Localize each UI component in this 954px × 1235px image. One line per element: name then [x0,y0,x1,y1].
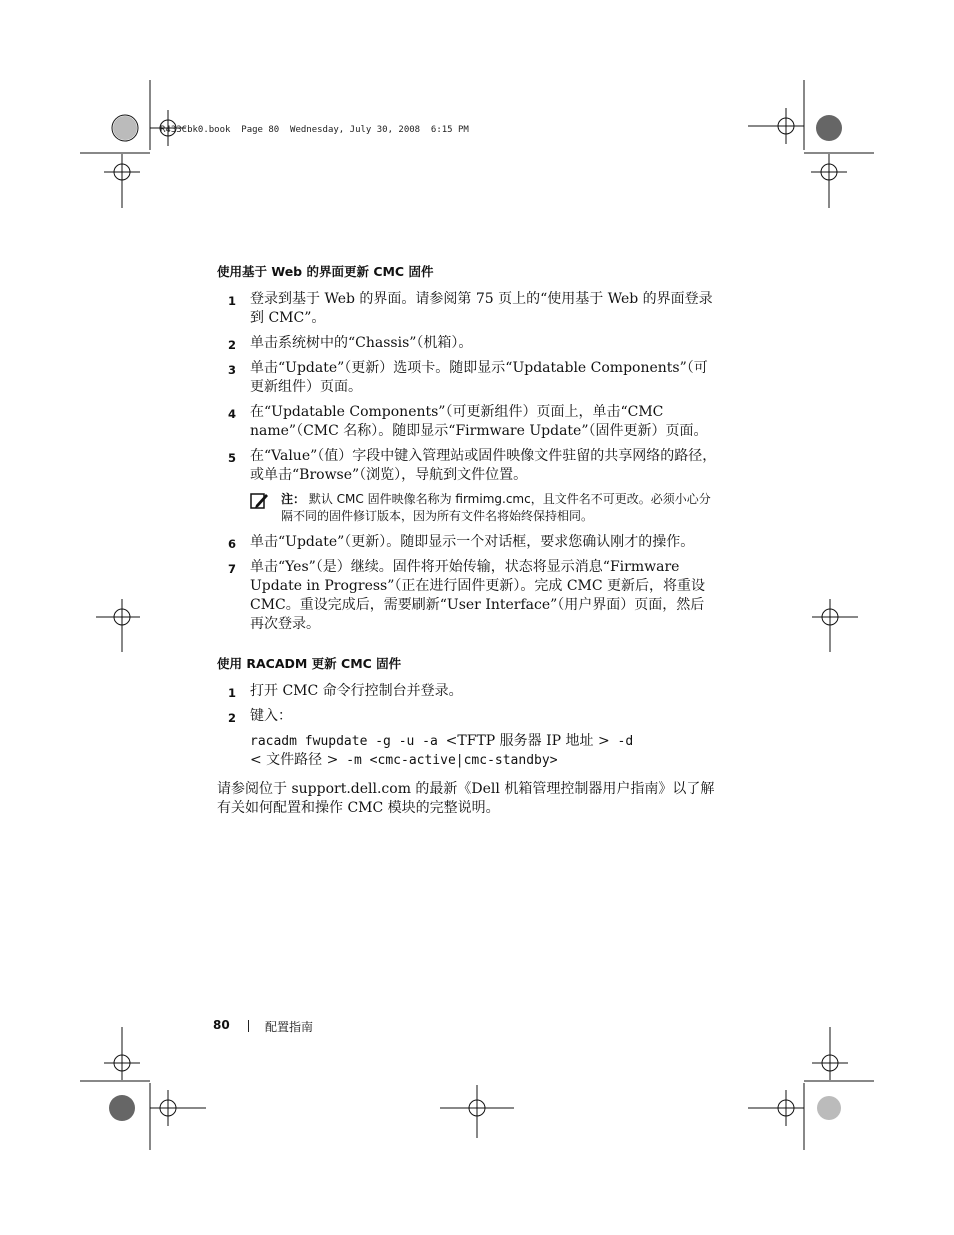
step-text: 单击“Update”（更新）选项卡。随即显示“Updatable Components”（可更新组件）页面。 [250,360,708,395]
step-text: 键入： [250,708,292,724]
page-number: 80 [213,1018,230,1032]
footer-title: 配置指南 [265,1020,314,1034]
note-callout [217,491,717,525]
step-text: 在“Updatable Components”（可更新组件）页面上，单击“CMC name”（CMC 名称）。随即显示“Firmware Update”（固件更新）页面。 [250,404,708,439]
step-text: 单击“Yes”（是）继续。固件将开始传输，状态将显示消息“Firmware Update in Progress”（正在进行固件更新）。完成 CMC 更新后，将重设 CMC。重设完成后，需要刷新“User Interface”（用户界面）页面，然后再次登录。 [250,559,706,632]
step-item: 3 单击“Update”（更新）选项卡。随即显示“Updatable Components”（可更新组件）页面。 [228,360,708,395]
step-text: 登录到基于 Web 的界面。请参阅第 75 页上的“使用基于 Web 的界面登录到 CMC”。 [250,291,713,326]
step-item: 1 打开 CMC 命令行控制台并登录。 [228,683,463,700]
note-text: 默认 CMC 固件映像名称为 firmimg.cmc，且文件名不可更改。必须小心分隔不同的固件修订版本，因为所有文件名将始终保持相同。 [281,492,711,523]
step-item: 7 单击“Yes”（是）继续。固件将开始传输，状态将显示消息“Firmware Update in Progress”（正在进行固件更新）。完成 CMC 更新后，将重设 CMC。重设完成后，需要刷新“User Interface”（用户界面）页面，然后再次登录。 [228,559,706,632]
footer-divider [248,1020,249,1032]
section-heading-racadm-update: 使用 RACADM 更新 CMC 固件 [217,656,402,671]
note-label: 注： [281,492,306,506]
step-text: 单击系统树中的“Chassis”（机箱）。 [250,335,473,351]
step-item: 2 单击系统树中的“Chassis”（机箱）。 [228,335,473,352]
section-heading-web-update: 使用基于 Web 的界面更新 CMC 固件 [217,264,434,279]
step-item: 5 在“Value”（值）字段中键入管理站或固件映像文件驻留的共享网络的路径，或单击“Browse”（浏览），导航到文件位置。 [228,448,717,483]
step-item: 1 登录到基于 Web 的界面。请参阅第 75 页上的“使用基于 Web 的界面登录到 CMC”。 [228,291,713,326]
step-text: 单击“Update”（更新）。随即显示一个对话框，要求您确认刚才的操作。 [250,534,695,550]
step-item: 6 单击“Update”（更新）。随即显示一个对话框，要求您确认刚才的操作。 [228,534,695,551]
racadm-command: racadm fwupdate -g -u -a <TFTP 服务器 IP 地址 > -d < 文件路径 > -m <cmc-active|cmc-standby> [250,733,634,768]
page-content [217,262,717,818]
step-text: 在“Value”（值）字段中键入管理站或固件映像文件驻留的共享网络的路径，或单击“Browse”（浏览），导航到文件位置。 [250,448,717,483]
step-item: 2 键入： [228,708,292,725]
print-header: R433Cbk0.book Page 80 Wednesday, July 30, 2008 6:15 PM [160,125,469,135]
step-text: 打开 CMC 命令行控制台并登录。 [250,683,463,699]
closing-paragraph: 请参阅位于 support.dell.com 的最新《Dell 机箱管理控制器用户指南》以了解有关如何配置和操作 CMC 模块的完整说明。 [217,781,715,816]
note-pencil-icon [250,492,270,510]
step-item: 4 在“Updatable Components”（可更新组件）页面上，单击“CMC name”（CMC 名称）。随即显示“Firmware Update”（固件更新）页面。 [228,404,708,439]
page-footer [213,1018,314,1034]
